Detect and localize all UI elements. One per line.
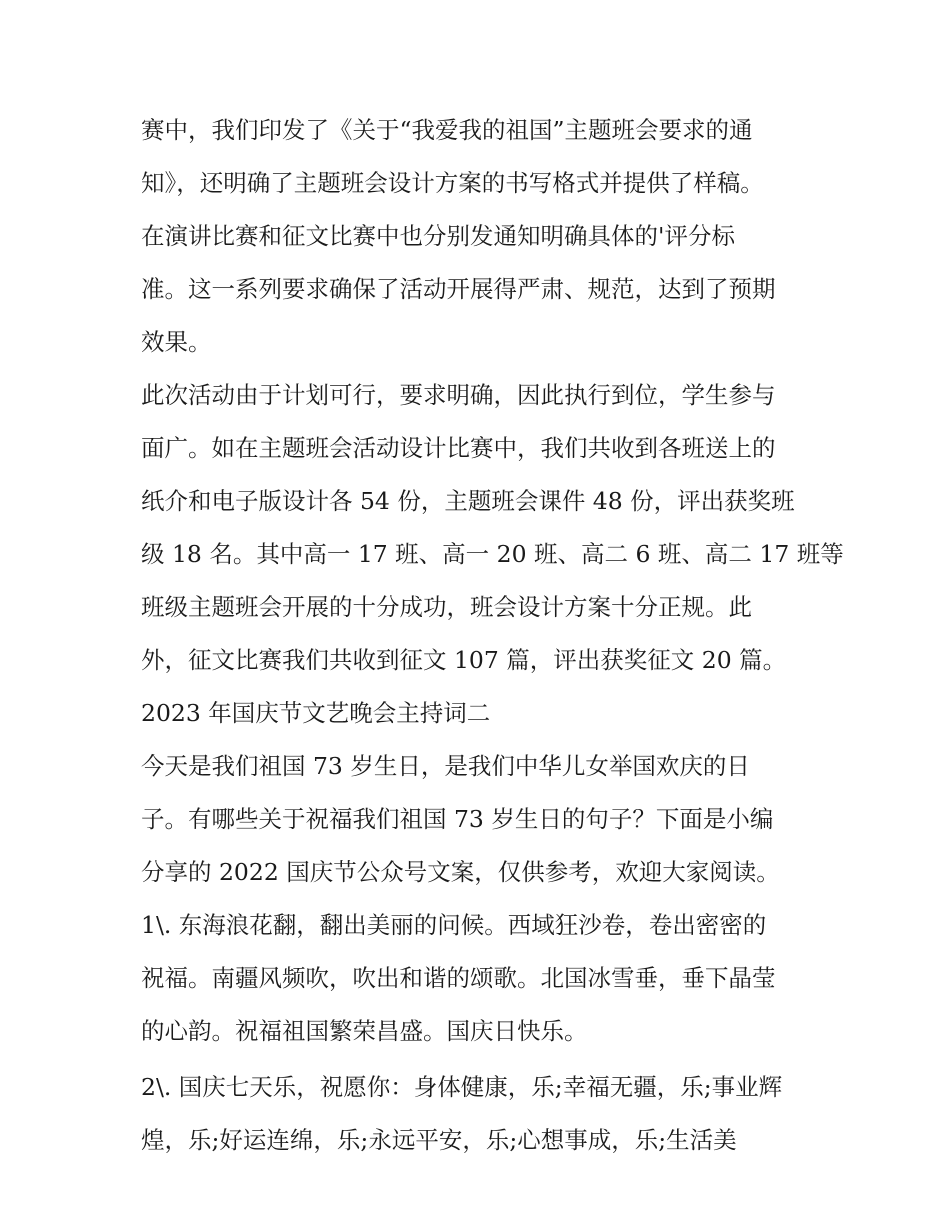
list-item-line: 祝福。南疆风频吹，吹出和谐的颂歌。北国冰雪垂，垂下晶莹 — [141, 964, 776, 992]
text-line: 在演讲比赛和征文比赛中也分别发通知明确具体的'评分标 — [141, 222, 735, 250]
list-item-line: 2\. 国庆七天乐，祝愿你：身体健康，乐;幸福无疆，乐;事业辉 — [141, 1073, 783, 1101]
text-line: 效果。 — [141, 328, 212, 356]
text-line: 此次活动由于计划可行，要求明确，因此执行到位，学生参与 — [141, 381, 776, 409]
document-body — [141, 104, 844, 1167]
text-line: 准。这一系列要求确保了活动开展得严肃、规范，达到了预期 — [141, 275, 776, 303]
list-item-line: 的心韵。祝福祖国繁荣昌盛。国庆日快乐。 — [141, 1017, 588, 1045]
text-line: 赛中，我们印发了《关于“我爱我的祖国”主题班会要求的通 — [141, 116, 753, 144]
text-line: 子。有哪些关于祝福我们祖国 73 岁生日的句子？下面是小编 — [141, 805, 774, 833]
list-item-line: 1\. 东海浪花翻，翻出美丽的问候。西域狂沙卷，卷出密密的 — [141, 911, 767, 939]
text-line: 班级主题班会开展的十分成功，班会设计方案十分正规。此 — [141, 593, 752, 621]
section-heading: 2023 年国庆节文艺晚会主持词二 — [141, 699, 491, 727]
text-line: 级 18 名。其中高一 17 班、高一 20 班、高二 6 班、高二 17 班等 — [141, 540, 844, 568]
text-line: 分享的 2022 国庆节公众号文案，仅供参考，欢迎大家阅读。 — [141, 858, 780, 886]
text-line: 面广。如在主题班会活动设计比赛中，我们共收到各班送上的 — [141, 434, 776, 462]
list-item-line: 煌，乐;好运连绵，乐;永远平安，乐;心想事成，乐;生活美 — [141, 1126, 737, 1154]
text-line: 外，征文比赛我们共收到征文 107 篇，评出获奖征文 20 篇。 — [141, 646, 787, 674]
text-line: 纸介和电子版设计各 54 份，主题班会课件 48 份，评出获奖班 — [141, 487, 795, 515]
text-line: 知》，还明确了主题班会设计方案的书写格式并提供了样稿。 — [141, 169, 764, 197]
text-line: 今天是我们祖国 73 岁生日，是我们中华儿女举国欢庆的日 — [141, 752, 750, 780]
